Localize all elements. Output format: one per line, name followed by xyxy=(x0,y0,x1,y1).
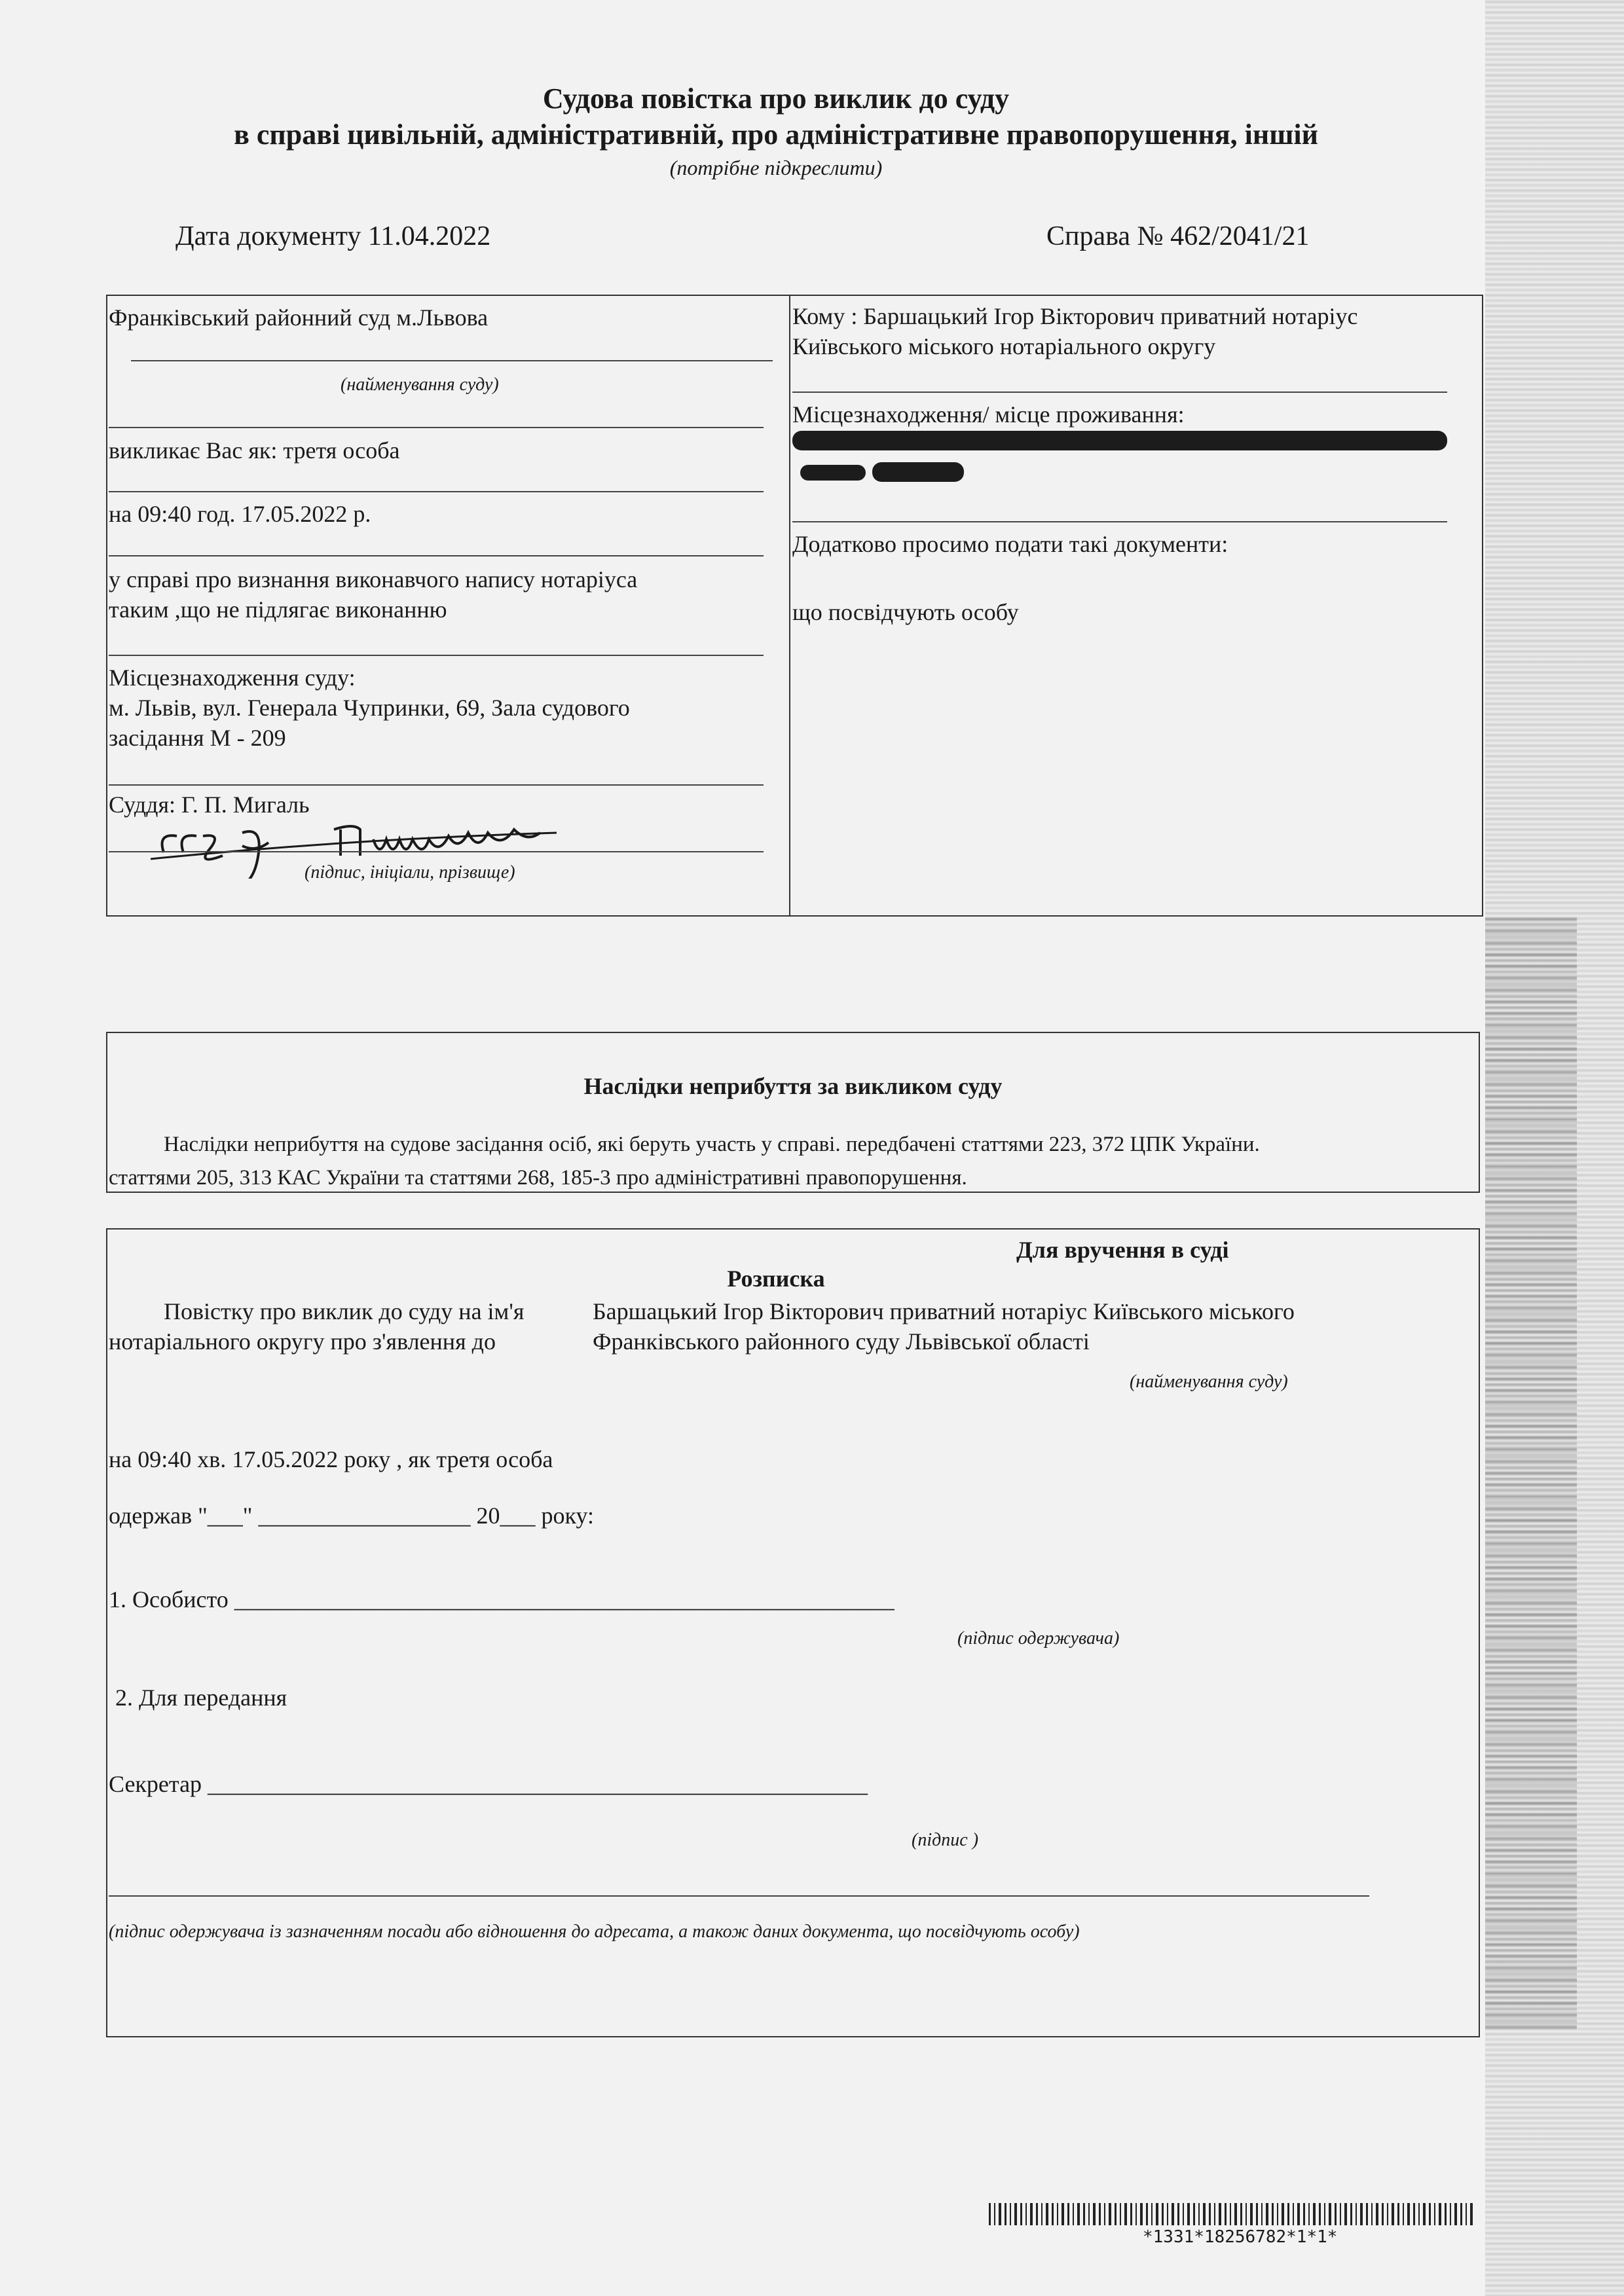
consequences-text-line2: статтями 205, 313 КАС України та статтями 268, 185-3 про адміністративні правопорушення. xyxy=(109,1166,967,1190)
redaction-mark xyxy=(792,431,1447,450)
court-location-line2: засідання М - 209 xyxy=(109,725,286,751)
barcode-number: *1331*18256782*1*1* xyxy=(1143,2227,1338,2247)
case-subject-line1: у справі про визнання виконавчого напису нотаріуса xyxy=(109,566,638,592)
court-name-caption: (найменування суду) xyxy=(341,374,499,395)
summons-role: викликає Вас як: третя особа xyxy=(109,437,400,464)
additional-docs-label: Додатково просимо подати такі документи: xyxy=(792,531,1228,557)
divider xyxy=(109,655,764,656)
consequences-heading: Наслідки неприбуття за викликом суду xyxy=(583,1073,1003,1099)
recipient-line2: Київського міського нотаріального округу xyxy=(792,333,1216,359)
for-court-label: Для вручення в суді xyxy=(1016,1237,1229,1263)
signature-caption: (підпис, ініціали, прізвище) xyxy=(304,862,515,883)
underline xyxy=(131,360,773,361)
divider xyxy=(109,784,764,786)
court-name: Франківський районний суд м.Львова xyxy=(109,304,489,331)
receipt-secretary: Секретар ________________________________________________________ xyxy=(109,1771,868,1797)
document-date: Дата документу 11.04.2022 xyxy=(175,221,491,251)
receipt-line2-right: Франківського районного суду Львівської області xyxy=(593,1328,1090,1355)
receipt-heading: Розписка xyxy=(727,1266,825,1292)
divider xyxy=(109,427,764,428)
case-subject-line2: таким ,що не підлягає виконанню xyxy=(109,596,447,623)
case-number: Справа № 462/2041/21 xyxy=(1046,221,1310,251)
column-divider xyxy=(789,295,790,917)
signature-line xyxy=(109,851,764,852)
receipt-line2-left: нотаріального округу про з'явлення до xyxy=(109,1328,496,1355)
document-title: Судова повістка про виклик до суду xyxy=(542,82,1010,115)
judge-name: Суддя: Г. П. Мигаль xyxy=(109,792,310,818)
receipt-secretary-caption: (підпис ) xyxy=(912,1830,979,1850)
divider xyxy=(109,555,764,556)
receipt-personally-caption: (підпис одержувача) xyxy=(957,1628,1120,1649)
divider xyxy=(792,521,1447,522)
redaction-mark xyxy=(800,465,866,481)
receipt-received-date: одержав "___" __________________ 20___ року: xyxy=(109,1503,595,1529)
barcode xyxy=(989,2203,1473,2225)
underline-hint: (потрібне підкреслити) xyxy=(669,156,883,179)
receipt-court-caption: (найменування суду) xyxy=(1130,1372,1288,1392)
document-subtitle: в справі цивільній, адміністративній, про адміністративне правопорушення, іншій xyxy=(234,118,1318,151)
receipt-line1-left: Повістку про виклик до суду на ім'я xyxy=(164,1298,525,1324)
divider xyxy=(792,392,1447,393)
address-label: Місцезнаходження/ місце проживання: xyxy=(792,401,1185,428)
receipt-footer-caption: (підпис одержувача із зазначенням посади або відношення до адресата, а також даних документа, що посвідчують особу) xyxy=(109,1922,1080,1942)
hearing-time: на 09:40 год. 17.05.2022 р. xyxy=(109,501,371,527)
court-location-line1: м. Львів, вул. Генерала Чупринки, 69, Зала судового xyxy=(109,695,630,721)
consequences-text-line1: Наслідки неприбуття на судове засідання осіб, які беруть участь у справі. передбачені статтями 223, 372 ЦПК України. xyxy=(164,1133,1260,1156)
redaction-mark xyxy=(872,462,964,482)
recipient-line1: Кому : Баршацький Ігор Вікторович приватний нотаріус xyxy=(792,303,1358,329)
scan-edge-artifact-dark xyxy=(1485,917,1577,2030)
receipt-line1-right: Баршацький Ігор Вікторович приватний нотаріус Київського міського xyxy=(593,1298,1295,1324)
divider xyxy=(109,491,764,492)
court-location-label: Місцезнаходження суду: xyxy=(109,665,356,691)
additional-docs-value: що посвідчують особу xyxy=(792,599,1019,625)
receipt-signature-line xyxy=(109,1895,1369,1897)
receipt-for-transfer: 2. Для передання xyxy=(115,1685,287,1711)
receipt-time: на 09:40 хв. 17.05.2022 року , як третя особа xyxy=(109,1446,553,1472)
receipt-personally: 1. Особисто ________________________________________________________ xyxy=(109,1586,895,1613)
